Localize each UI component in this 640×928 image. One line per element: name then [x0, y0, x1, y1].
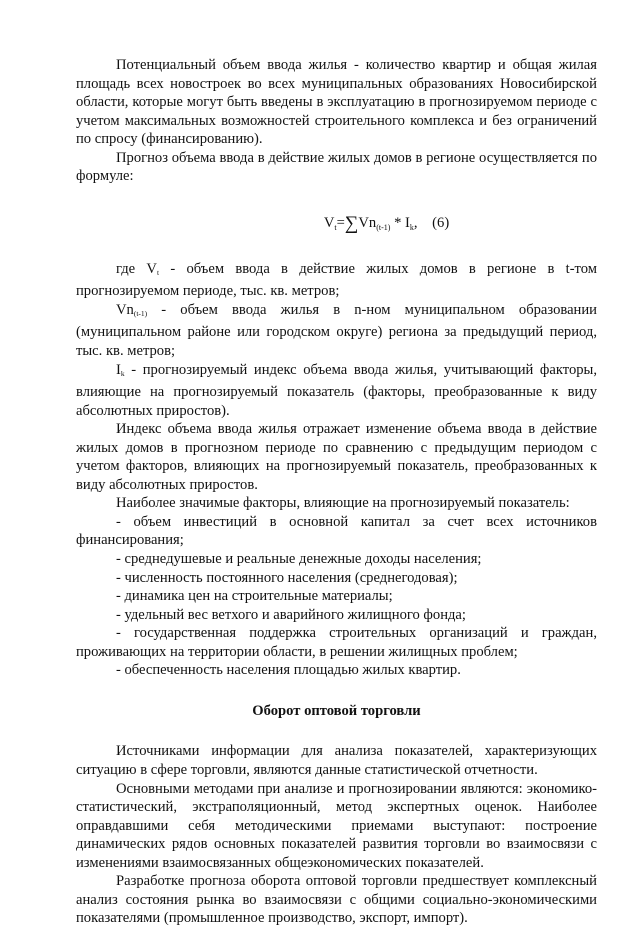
formula-lhs-sub: t: [334, 222, 337, 232]
definition-ik-sub: k: [120, 368, 125, 378]
paragraph-methods: Основными методами при анализе и прогнозировании являются: экономико-статистический, экстраполяционный, метод экспертных оценок. Наиболее оправдавшими себя методическими приемами выступают: построение динамических рядов основных показателей развития торговли во взаимосвязи с изменениями взаимосвязанных общеэкономических показателей.: [76, 780, 597, 871]
document-page: [76, 56, 597, 928]
definition-vn-symbol: Vn: [116, 301, 134, 318]
paragraph-wholesale-forecast: Разработке прогноза оборота оптовой торговли предшествует комплексный анализ состояния рынка во взаимосвязи с общими социально-экономическими показателями (промышленное производство, экспорт, импорт).: [76, 873, 597, 927]
formula-term: Vn: [358, 214, 377, 231]
formula-number: (6): [432, 214, 450, 231]
formula-times: *: [390, 214, 406, 231]
list-item-factor-income: - среднедушевые и реальные денежные доходы населения;: [116, 551, 482, 568]
formula-index-sub: k: [409, 222, 414, 232]
list-item-factor-housing-provision: - обеспеченность населения площадью жилых квартир.: [116, 662, 461, 679]
formula-index: I: [405, 214, 410, 231]
formula-lhs: V: [323, 214, 335, 231]
paragraph-factors-intro: Наиболее значимые факторы, влияющие на прогнозируемый показатель:: [116, 495, 570, 512]
definition-vt: [76, 260, 597, 301]
definition-ik-symbol: I: [116, 361, 121, 378]
list-item-factor-dilapidated-housing: - удельный вес ветхого и аварийного жилищного фонда;: [116, 606, 466, 623]
definition-ik: [76, 361, 597, 421]
paragraph-information-sources: Источниками информации для анализа показателей, характеризующих ситуацию в сфере торговли, являются данные статистической отчетности.: [76, 743, 597, 778]
paragraph-index-description: Индекс объема ввода жилья отражает изменение объема ввода в действие жилых домов в прогнозном периоде по сравнению с предыдущим периодом с учетом факторов, влияющих на прогнозируемый показатель, преобразованных к виду абсолютных приростов.: [76, 421, 597, 493]
definition-vt-sub: t: [156, 267, 160, 277]
list-item-factor-prices: - динамика цен на строительные материалы;: [116, 588, 393, 605]
formula-term-sub: (t-1): [376, 222, 391, 232]
definition-ik-text: - прогнозируемый индекс объема ввода жилья, учитывающий факторы, влияющие на прогнозируемый показатель (факторы, преобразованные к виду абсолютных приростов).: [76, 361, 597, 419]
formula-sigma: ∑: [344, 212, 359, 234]
definition-vn: [76, 301, 597, 361]
formula-eq: =: [336, 214, 345, 231]
section-heading: Оборот оптовой торговли: [252, 702, 421, 719]
paragraph-forecast-intro: Прогноз объема ввода в действие жилых домов в регионе осуществляется по формуле:: [76, 149, 597, 185]
definition-vt-text: - объем ввода в действие жилых домов в регионе в t-том прогнозируемом периоде, тыс. кв. метров;: [76, 260, 597, 300]
formula-comma: ,: [413, 214, 418, 231]
definition-vn-text: - объем ввода жилья в n-ном муниципальном образовании (муниципальном районе или городском округе) региона за предыдущий период, тыс. кв. метров;: [76, 301, 597, 360]
list-item-factor-investment: - объем инвестиций в основной капитал за счет всех источников финансирования;: [76, 513, 597, 549]
paragraph-potential-volume: Потенциальный объем ввода жилья - количество квартир и общая жилая площадь всех новостроек во всех муниципальных образованиях Новосибирской области, которые могут быть введены в эксплуатацию в прогнозируемом периоде с учетом максимальных возможностей строительного комплекса и без ограничений по спросу (финансированию).: [76, 57, 597, 148]
definition-vt-prefix: где V: [116, 260, 157, 277]
formula-6: [76, 213, 597, 238]
list-item-factor-population: - численность постоянного населения (среднегодовая);: [116, 569, 458, 586]
list-item-factor-state-support: - государственная поддержка строительных организаций и граждан, проживающих на территории области, в решении жилищных проблем;: [76, 625, 597, 660]
definition-vn-sub: (t-1): [133, 308, 148, 318]
